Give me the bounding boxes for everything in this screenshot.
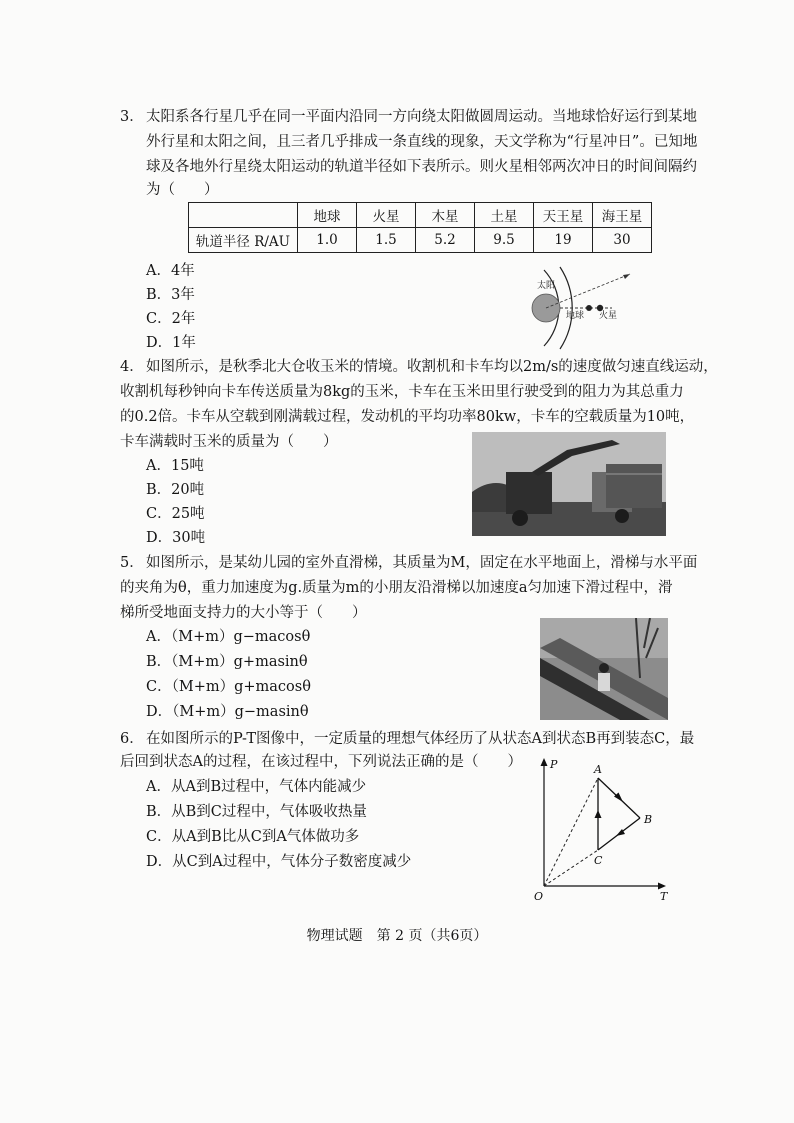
q6-stem-line-2: 后回到状态A的过程，在该过程中，下列说法正确的是（ ） [120,754,522,770]
q5-option-b: B．（M+m）g+masinθ [146,654,308,670]
harvester-photo [472,432,666,536]
q6-stem-line-1: 在如图所示的P-T图像中，一定质量的理想气体经历了从状态A到状态B再到装态C，最 [146,731,695,747]
t-axis-label: T [660,890,668,903]
slide-photo [540,618,668,720]
p-t-diagram [530,756,676,904]
q4-option-c: C．25吨 [146,506,205,522]
isochore-oc [544,850,598,886]
q3-stem-line-3: 球及各地外行星绕太阳运动的轨道半径如下表所示。则火星相邻两次冲日的时间间隔约 [146,159,697,175]
isochore-oa [544,778,598,886]
q6-number: 6． [120,731,144,747]
table-header-cell: 海王星 [593,203,652,228]
table-header-cell: 天王星 [534,203,593,228]
photo-wheel [615,509,629,523]
origin-label: O [534,890,544,903]
table-cell: 1.0 [298,228,357,253]
arrow-c-a-icon [595,810,602,818]
q5-option-a: A．（M+m）g−macosθ [146,629,311,645]
table-header-cell: 土星 [475,203,534,228]
earth-dot-icon [586,305,592,311]
table-header-cell: 地球 [298,203,357,228]
table-cell: 9.5 [475,228,534,253]
q3-stem-line-2: 外行星和太阳之间，且三者几乎排成一条直线的现象，天文学称为“行星冲日”。已知地 [146,134,698,150]
state-b-label: B [644,813,653,826]
state-c-label: C [594,854,603,867]
q6-option-d: D．从C到A过程中，气体分子数密度减少 [146,854,412,870]
table-row-label: 轨道半径 R/AU [189,228,298,253]
q5-number: 5． [120,555,144,571]
q6-option-a: A．从A到B过程中，气体内能减少 [146,779,367,795]
state-a-label: A [594,763,602,776]
table-header-cell [189,203,298,228]
q3-option-c: C．2年 [146,311,196,327]
q6-option-c: C．从A到B比从C到A气体做功多 [146,829,360,845]
page-footer: 物理试题 第 2 页（共6页） [306,928,488,944]
table-cell: 1.5 [357,228,416,253]
photo-child-head [599,663,609,673]
photo-harvester [506,472,552,514]
q3-option-b: B．3年 [146,287,195,303]
p-axis-arrow-icon [541,758,548,766]
table-cell: 30 [593,228,652,253]
table-cell: 19 [534,228,593,253]
q4-stem-line-4: 卡车满载时玉米的质量为（ ） [120,434,338,450]
q3-stem-line-4: 为（ ） [146,182,219,198]
mars-label: 火星 [599,311,618,321]
table-cell: 5.2 [416,228,475,253]
q4-number: 4． [120,359,144,375]
q6-option-b: B．从B到C过程中，气体吸收热量 [146,804,367,820]
q3-stem-line-1: 太阳系各行星几乎在同一平面内沿同一方向绕太阳做圆周运动。当地球恰好运行到某地 [146,109,697,125]
q5-stem-line-1: 如图所示，是某幼儿园的室外直滑梯，其质量为M，固定在水平地面上，滑梯与水平面 [146,555,698,571]
q4-stem-line-1: 如图所示，是秋季北大仓收玉米的情境。收割机和卡车均以2m/s的速度做匀速直线运动， [146,359,718,375]
q5-option-d: D．（M+m）g−masinθ [146,704,309,720]
orbit-diagram [512,266,632,350]
p-axis-label: P [550,758,558,771]
q3-number: 3． [120,109,144,125]
q4-option-a: A．15吨 [146,458,204,474]
table-row [189,228,652,253]
q4-stem-line-2: 收割机每秒钟向卡车传送质量为8kg的玉米，卡车在玉米田里行驶受到的阻力为其总重力 [120,384,684,400]
table-header-cell: 木星 [416,203,475,228]
q3-option-a: A．4年 [146,263,195,279]
q3-option-d: D．1年 [146,335,196,351]
q4-option-d: D．30吨 [146,530,206,546]
photo-truck-box [606,464,662,508]
orbit-radius-table [188,202,652,253]
t-axis-arrow-icon [658,883,666,890]
ray-arrow-icon [623,274,630,279]
earth-label: 地球 [566,311,585,321]
q4-stem-line-3: 的0.2倍。卡车从空载到刚满载过程，发动机的平均功率80kw，卡车的空载质量为10吨， [120,409,695,425]
q4-option-b: B．20吨 [146,482,205,498]
photo-wheel [512,510,528,526]
q5-stem-line-3: 梯所受地面支持力的大小等于（ ） [120,605,367,621]
photo-child-body [598,673,610,691]
table-header-cell: 火星 [357,203,416,228]
q5-stem-line-2: 的夹角为θ，重力加速度为g.质量为m的小朋友沿滑梯以加速度a匀加速下滑过程中，滑 [120,580,673,596]
sun-label: 太阳 [536,281,556,291]
table-header-row [189,203,652,228]
q5-option-c: C．（M+m）g+macosθ [146,679,311,695]
